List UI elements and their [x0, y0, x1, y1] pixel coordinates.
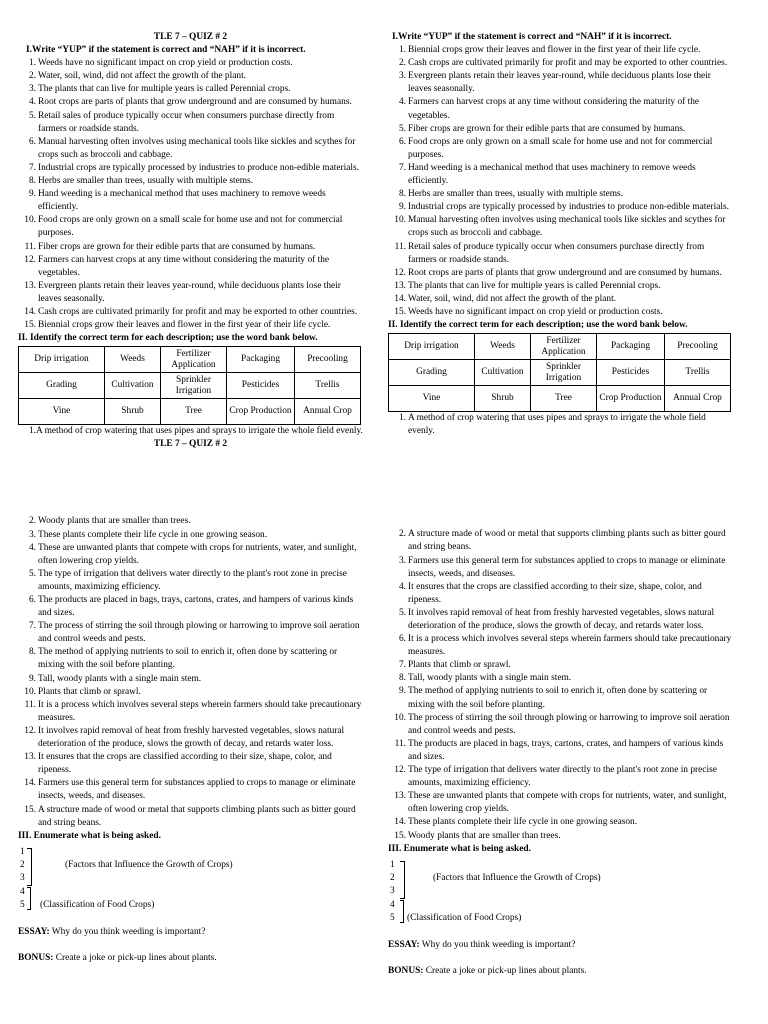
item-text: It is a process which involves several steps wherein farmers should take precautionary measures. [408, 634, 732, 658]
list-item [388, 162, 733, 188]
item-text: A method of crop watering that uses pipes and sprays to irrigate the whole field evenly. [36, 426, 363, 437]
item-text: Fiber crops are grown for their edible parts that are consumed by humans. [408, 123, 686, 134]
part1-list [388, 44, 733, 319]
list-item [18, 57, 363, 70]
item-text: Plants that climb or sprawl. [38, 686, 141, 697]
item-number: 3. [28, 84, 36, 95]
list-item [18, 96, 363, 109]
item-number: 14. [24, 306, 36, 317]
word-bank-cell: Fertilizer Application [161, 347, 227, 373]
word-bank-row [19, 399, 361, 425]
list-item [388, 293, 733, 306]
item-text: These plants complete their life cycle in one growing season. [38, 529, 268, 540]
word-bank-cell: Trellis [665, 360, 731, 386]
word-bank-cell: Tree [531, 386, 597, 412]
word-bank-cell: Vine [19, 399, 105, 425]
list-item [388, 241, 733, 267]
item-number: 10. [24, 215, 36, 226]
enum-number: 3 [20, 872, 25, 883]
word-bank-cell: Sprinkler Irrigation [531, 360, 597, 386]
item-number: 7. [28, 162, 36, 173]
item-text: Hand weeding is a mechanical method that uses machinery to remove weeds efficiently. [38, 189, 326, 213]
item-number: 6. [28, 136, 36, 147]
list-item [388, 528, 733, 554]
item-text: These are unwanted plants that compete with crops for nutrients, water, and sunlight, often lowering crop yields. [38, 542, 357, 566]
item-number: 13. [24, 752, 36, 763]
item-text: Evergreen plants retain their leaves year-round, while deciduous plants lose their leaves seasonally. [38, 280, 341, 304]
quiz-title: TLE 7 – QUIZ # 2 [153, 32, 228, 42]
list-item [18, 594, 363, 620]
part2-list-top [388, 412, 733, 438]
bonus-prompt: BONUS: Create a joke or pick-up lines about plants. [18, 952, 217, 963]
item-number: 8. [28, 176, 36, 187]
item-number: 1. [28, 426, 36, 437]
enum-factors-label: (Factors that Influence the Growth of Crops) [433, 872, 601, 883]
list-item [388, 201, 733, 214]
list-item [18, 673, 363, 686]
brace [400, 861, 405, 899]
item-text: Weeds have no significant impact on crop yield or production costs. [38, 58, 293, 69]
word-bank-cell: Crop Production [227, 399, 295, 425]
list-item [388, 280, 733, 293]
item-number: 15. [394, 306, 406, 317]
enum-classification-label: (Classification of Food Crops) [40, 899, 155, 910]
item-text: Cash crops are cultivated primarily for profit and may be exported to other countries. [38, 306, 358, 317]
item-text: Tall, woody plants with a single main stem. [38, 673, 202, 684]
item-text: Root crops are parts of plants that grow underground and are consumed by humans. [38, 97, 352, 108]
enumeration-block [388, 856, 733, 926]
item-number: 7. [398, 162, 406, 173]
item-number: 4. [398, 97, 406, 108]
word-bank-cell: Precooling [665, 334, 731, 360]
item-number: 8. [398, 189, 406, 200]
brace [27, 848, 32, 886]
list-item [388, 738, 733, 764]
list-item [388, 306, 733, 319]
word-bank-cell: Grading [19, 373, 105, 399]
item-text: Water, soil, wind, did not affect the growth of the plant. [38, 71, 247, 82]
item-text: Cash crops are cultivated primarily for profit and may be exported to other countries. [408, 58, 728, 69]
item-number: 10. [394, 215, 406, 226]
item-number: 8. [398, 673, 406, 684]
item-text: Woody plants that are smaller than trees. [38, 516, 191, 527]
item-number: 10. [24, 686, 36, 697]
item-text: Tall, woody plants with a single main stem. [408, 673, 572, 684]
enum-number: 3 [390, 885, 395, 896]
item-text: Food crops are only grown on a small scale for home use and not for commercial purposes. [38, 215, 343, 239]
essay-prompt: ESSAY: Why do you think weeding is important? [18, 926, 206, 937]
left-column [18, 0, 363, 963]
list-item [388, 790, 733, 816]
part1-list [18, 57, 363, 332]
item-number: 1. [398, 45, 406, 56]
item-number: 4. [28, 542, 36, 553]
enum-number: 5 [390, 912, 395, 923]
list-item [388, 607, 733, 633]
list-item [18, 425, 363, 438]
item-number: 9. [398, 202, 406, 213]
item-number: 5. [28, 568, 36, 579]
item-text: Farmers use this general term for substances applied to crops to manage or eliminate insects, weeds, and diseases. [38, 778, 356, 802]
item-text: The plants that can live for multiple years is called Perennial crops. [38, 84, 291, 95]
item-text: The method of applying nutrients to soil to enrich it, often done by scattering or mixing with the soil before planting. [38, 647, 338, 671]
list-item [388, 816, 733, 829]
list-item [18, 699, 363, 725]
item-number: 11. [394, 738, 406, 749]
item-number: 11. [394, 241, 406, 252]
item-text: Farmers can harvest crops at any time without considering the maturity of the vegetables. [408, 97, 700, 121]
quiz-title-repeat: TLE 7 – QUIZ # 2 [153, 439, 228, 450]
word-bank-cell: Trellis [295, 373, 361, 399]
list-item [388, 214, 733, 240]
list-item [388, 267, 733, 280]
list-item [388, 764, 733, 790]
item-text: These are unwanted plants that compete with crops for nutrients, water, and sunlight, often lowering crop yields. [408, 791, 727, 815]
enum-classification-label: (Classification of Food Crops) [407, 912, 522, 923]
word-bank-table [18, 346, 361, 425]
list-item [18, 515, 363, 528]
list-item [18, 83, 363, 96]
item-number: 9. [28, 673, 36, 684]
list-item [388, 830, 733, 843]
list-item [18, 529, 363, 542]
word-bank-cell: Cultivation [105, 373, 161, 399]
item-number: 14. [24, 778, 36, 789]
item-number: 3. [398, 555, 406, 566]
list-item [18, 110, 363, 136]
list-item [18, 804, 363, 830]
item-text: The plants that can live for multiple years is called Perennial crops. [408, 280, 661, 291]
item-text: Retail sales of produce typically occur when consumers purchase directly from farmers or roadside stands. [408, 241, 705, 265]
list-item [18, 686, 363, 699]
enum-number: 1 [20, 846, 25, 857]
item-number: 1. [28, 58, 36, 69]
word-bank-cell: Annual Crop [295, 399, 361, 425]
item-text: Evergreen plants retain their leaves year-round, while deciduous plants lose their leaves seasonally. [408, 71, 711, 95]
item-number: 14. [394, 817, 406, 828]
item-number: 3. [28, 529, 36, 540]
item-text: It ensures that the crops are classified according to their size, shape, color, and ripeness. [408, 581, 702, 605]
enum-number: 4 [390, 899, 395, 910]
word-bank-cell: Weeds [105, 347, 161, 373]
item-number: 13. [24, 280, 36, 291]
item-number: 4. [28, 97, 36, 108]
list-item [18, 319, 363, 332]
part2-list [388, 528, 733, 842]
item-number: 11. [24, 699, 36, 710]
item-text: The method of applying nutrients to soil to enrich it, often done by scattering or mixing with the soil before planting. [408, 686, 708, 710]
word-bank-cell: Crop Production [597, 386, 665, 412]
word-bank-cell: Pesticides [227, 373, 295, 399]
word-bank-cell: Vine [389, 386, 475, 412]
list-item [18, 620, 363, 646]
list-item [388, 44, 733, 57]
word-bank-row [19, 347, 361, 373]
enum-number: 5 [20, 899, 25, 910]
word-bank-cell: Cultivation [475, 360, 531, 386]
item-text: Biennial crops grow their leaves and flower in the first year of their life cycle. [38, 320, 331, 331]
part1-heading: I.Write “YUP” if the statement is correct and “NAH” if it is incorrect. [392, 32, 672, 42]
item-number: 2. [398, 529, 406, 540]
word-bank-row [389, 360, 731, 386]
bonus-prompt: BONUS: Create a joke or pick-up lines about plants. [388, 965, 587, 976]
list-item [388, 659, 733, 672]
list-item [388, 555, 733, 581]
list-item [18, 214, 363, 240]
word-bank-cell: Annual Crop [665, 386, 731, 412]
enum-number: 1 [390, 859, 395, 870]
list-item [18, 280, 363, 306]
list-item [18, 162, 363, 175]
item-text: Industrial crops are typically processed by industries to produce non-edible materials. [408, 202, 729, 213]
item-text: Weeds have no significant impact on crop yield or production costs. [408, 306, 663, 317]
item-text: It involves rapid removal of heat from freshly harvested vegetables, slows natural deterioration of the produce, slows the growth of decay, and retards water loss. [38, 725, 345, 750]
enum-factors-label: (Factors that Influence the Growth of Crops) [65, 859, 233, 870]
list-item [18, 241, 363, 254]
part2-list [18, 515, 363, 829]
word-bank-row [19, 373, 361, 399]
item-number: 9. [28, 189, 36, 200]
right-column [388, 0, 733, 976]
item-text: Herbs are smaller than trees, usually with multiple stems. [408, 189, 624, 200]
part2-heading: II. Identify the correct term for each description; use the word bank below. [388, 320, 688, 331]
item-number: 7. [28, 621, 36, 632]
item-text: Woody plants that are smaller than trees. [408, 830, 561, 841]
word-bank-table [388, 333, 731, 412]
list-item [388, 70, 733, 96]
item-number: 13. [394, 280, 406, 291]
item-number: 15. [24, 804, 36, 815]
part1-heading: I.Write “YUP” if the statement is correct and “NAH” if it is incorrect. [26, 45, 306, 56]
item-text: It involves rapid removal of heat from freshly harvested vegetables, slows natural deterioration of the produce, slows the growth of decay, and retards water loss. [408, 607, 715, 631]
word-bank-cell: Drip irrigation [19, 347, 105, 373]
word-bank-row [389, 386, 731, 412]
item-text: Water, soil, wind, did not affect the growth of the plant. [408, 293, 617, 304]
list-item [388, 685, 733, 711]
part3-heading: III. Enumerate what is being asked. [388, 843, 531, 854]
item-number: 5. [398, 123, 406, 134]
list-item [18, 175, 363, 188]
item-text: It ensures that the crops are classified according to their size, shape, color, and ripeness. [38, 752, 332, 776]
item-number: 12. [394, 267, 406, 278]
enum-number: 4 [20, 886, 25, 897]
item-text: Manual harvesting often involves using mechanical tools like sickles and scythes for crops such as broccoli and cabbage. [38, 136, 356, 160]
item-number: 2. [398, 58, 406, 69]
list-item [18, 188, 363, 214]
part3-heading: III. Enumerate what is being asked. [18, 830, 161, 841]
item-number: 1. [398, 413, 406, 424]
essay-prompt: ESSAY: Why do you think weeding is important? [388, 939, 576, 950]
word-bank-cell: Packaging [597, 334, 665, 360]
item-text: Plants that climb or sprawl. [408, 660, 511, 671]
list-item [388, 96, 733, 122]
list-item [388, 57, 733, 70]
item-number: 7. [398, 660, 406, 671]
word-bank-cell: Shrub [475, 386, 531, 412]
item-number: 2. [28, 71, 36, 82]
list-item [388, 633, 733, 659]
item-text: Biennial crops grow their leaves and flower in the first year of their life cycle. [408, 45, 701, 56]
item-text: A method of crop watering that uses pipes and sprays to irrigate the whole field evenly. [408, 413, 706, 437]
list-item [18, 136, 363, 162]
enum-number: 2 [390, 872, 395, 883]
item-number: 2. [28, 516, 36, 527]
list-item [18, 646, 363, 672]
list-item [18, 70, 363, 83]
item-text: A structure made of wood or metal that supports climbing plants such as bitter gourd and string beans. [408, 529, 726, 553]
item-text: The type of irrigation that delivers water directly to the plant's root zone in precise amounts, maximizing efficiency. [408, 765, 717, 789]
item-text: Hand weeding is a mechanical method that uses machinery to remove weeds efficiently. [408, 162, 696, 187]
item-text: The type of irrigation that delivers water directly to the plant's root zone in precise amounts, maximizing efficiency. [38, 568, 347, 592]
item-number: 5. [28, 110, 36, 121]
enum-number: 2 [20, 859, 25, 870]
list-item [18, 777, 363, 803]
list-item [18, 568, 363, 594]
word-bank-cell: Packaging [227, 347, 295, 373]
item-text: The process of stirring the soil through plowing or harrowing to improve soil aeration and control weeds and pests. [408, 712, 730, 736]
item-number: 12. [394, 765, 406, 776]
item-text: Industrial crops are typically processed by industries to produce non-edible materials. [38, 162, 359, 173]
item-text: A structure made of wood or metal that supports climbing plants such as bitter gourd and string beans. [38, 804, 356, 828]
list-item [388, 581, 733, 607]
item-number: 10. [394, 712, 406, 723]
list-item [388, 712, 733, 738]
list-item [18, 751, 363, 777]
item-number: 5. [398, 607, 406, 618]
word-bank-cell: Tree [161, 399, 227, 425]
item-number: 9. [398, 686, 406, 697]
list-item [388, 412, 733, 438]
item-text: It is a process which involves several steps wherein farmers should take precautionary measures. [38, 699, 362, 723]
item-text: Root crops are parts of plants that grow underground and are consumed by humans. [408, 267, 722, 278]
brace [27, 887, 31, 910]
item-text: These plants complete their life cycle in one growing season. [408, 817, 638, 828]
item-number: 6. [398, 136, 406, 147]
part2-list-top [18, 425, 363, 438]
item-number: 13. [394, 791, 406, 802]
list-item [388, 672, 733, 685]
item-number: 8. [28, 647, 36, 658]
list-item [388, 188, 733, 201]
list-item [388, 123, 733, 136]
enumeration-block [18, 843, 363, 913]
item-text: Retail sales of produce typically occur when consumers purchase directly from farmers or roadside stands. [38, 110, 335, 134]
item-text: Farmers use this general term for substances applied to crops to manage or eliminate insects, weeds, and diseases. [408, 555, 726, 579]
item-text: Food crops are only grown on a small scale for home use and not for commercial purposes. [408, 136, 713, 160]
item-number: 11. [24, 241, 36, 252]
word-bank-row [389, 334, 731, 360]
item-number: 15. [394, 830, 406, 841]
word-bank-cell: Grading [389, 360, 475, 386]
item-number: 6. [398, 634, 406, 645]
item-number: 6. [28, 595, 36, 605]
item-number: 3. [398, 71, 406, 82]
word-bank-cell: Pesticides [597, 360, 665, 386]
item-text: Farmers can harvest crops at any time without considering the maturity of the vegetables. [38, 254, 330, 278]
item-text: Fiber crops are grown for their edible parts that are consumed by humans. [38, 241, 316, 252]
brace [400, 900, 404, 923]
word-bank-cell: Shrub [105, 399, 161, 425]
word-bank-cell: Drip irrigation [389, 334, 475, 360]
word-bank-cell: Weeds [475, 334, 531, 360]
word-bank-cell: Fertilizer Application [531, 334, 597, 360]
item-number: 12. [24, 725, 36, 736]
item-number: 4. [398, 581, 406, 592]
item-number: 12. [24, 254, 36, 265]
item-text: Herbs are smaller than trees, usually with multiple stems. [38, 176, 254, 187]
list-item [388, 136, 733, 162]
list-item [18, 725, 363, 751]
item-number: 15. [24, 320, 36, 331]
list-item [18, 306, 363, 319]
word-bank-cell: Precooling [295, 347, 361, 373]
item-text: The products are placed in bags, trays, cartons, crates, and hampers of various kinds and sizes. [38, 595, 354, 619]
item-text: The process of stirring the soil through plowing or harrowing to improve soil aeration and control weeds and pests. [38, 621, 360, 645]
list-item [18, 542, 363, 568]
part2-heading: II. Identify the correct term for each description; use the word bank below. [18, 333, 318, 344]
item-text: Manual harvesting often involves using mechanical tools like sickles and scythes for crops such as broccoli and cabbage. [408, 215, 726, 239]
list-item [18, 254, 363, 280]
item-number: 14. [394, 293, 406, 304]
word-bank-cell: Sprinkler Irrigation [161, 373, 227, 399]
item-text: The products are placed in bags, trays, cartons, crates, and hampers of various kinds and sizes. [408, 738, 724, 762]
